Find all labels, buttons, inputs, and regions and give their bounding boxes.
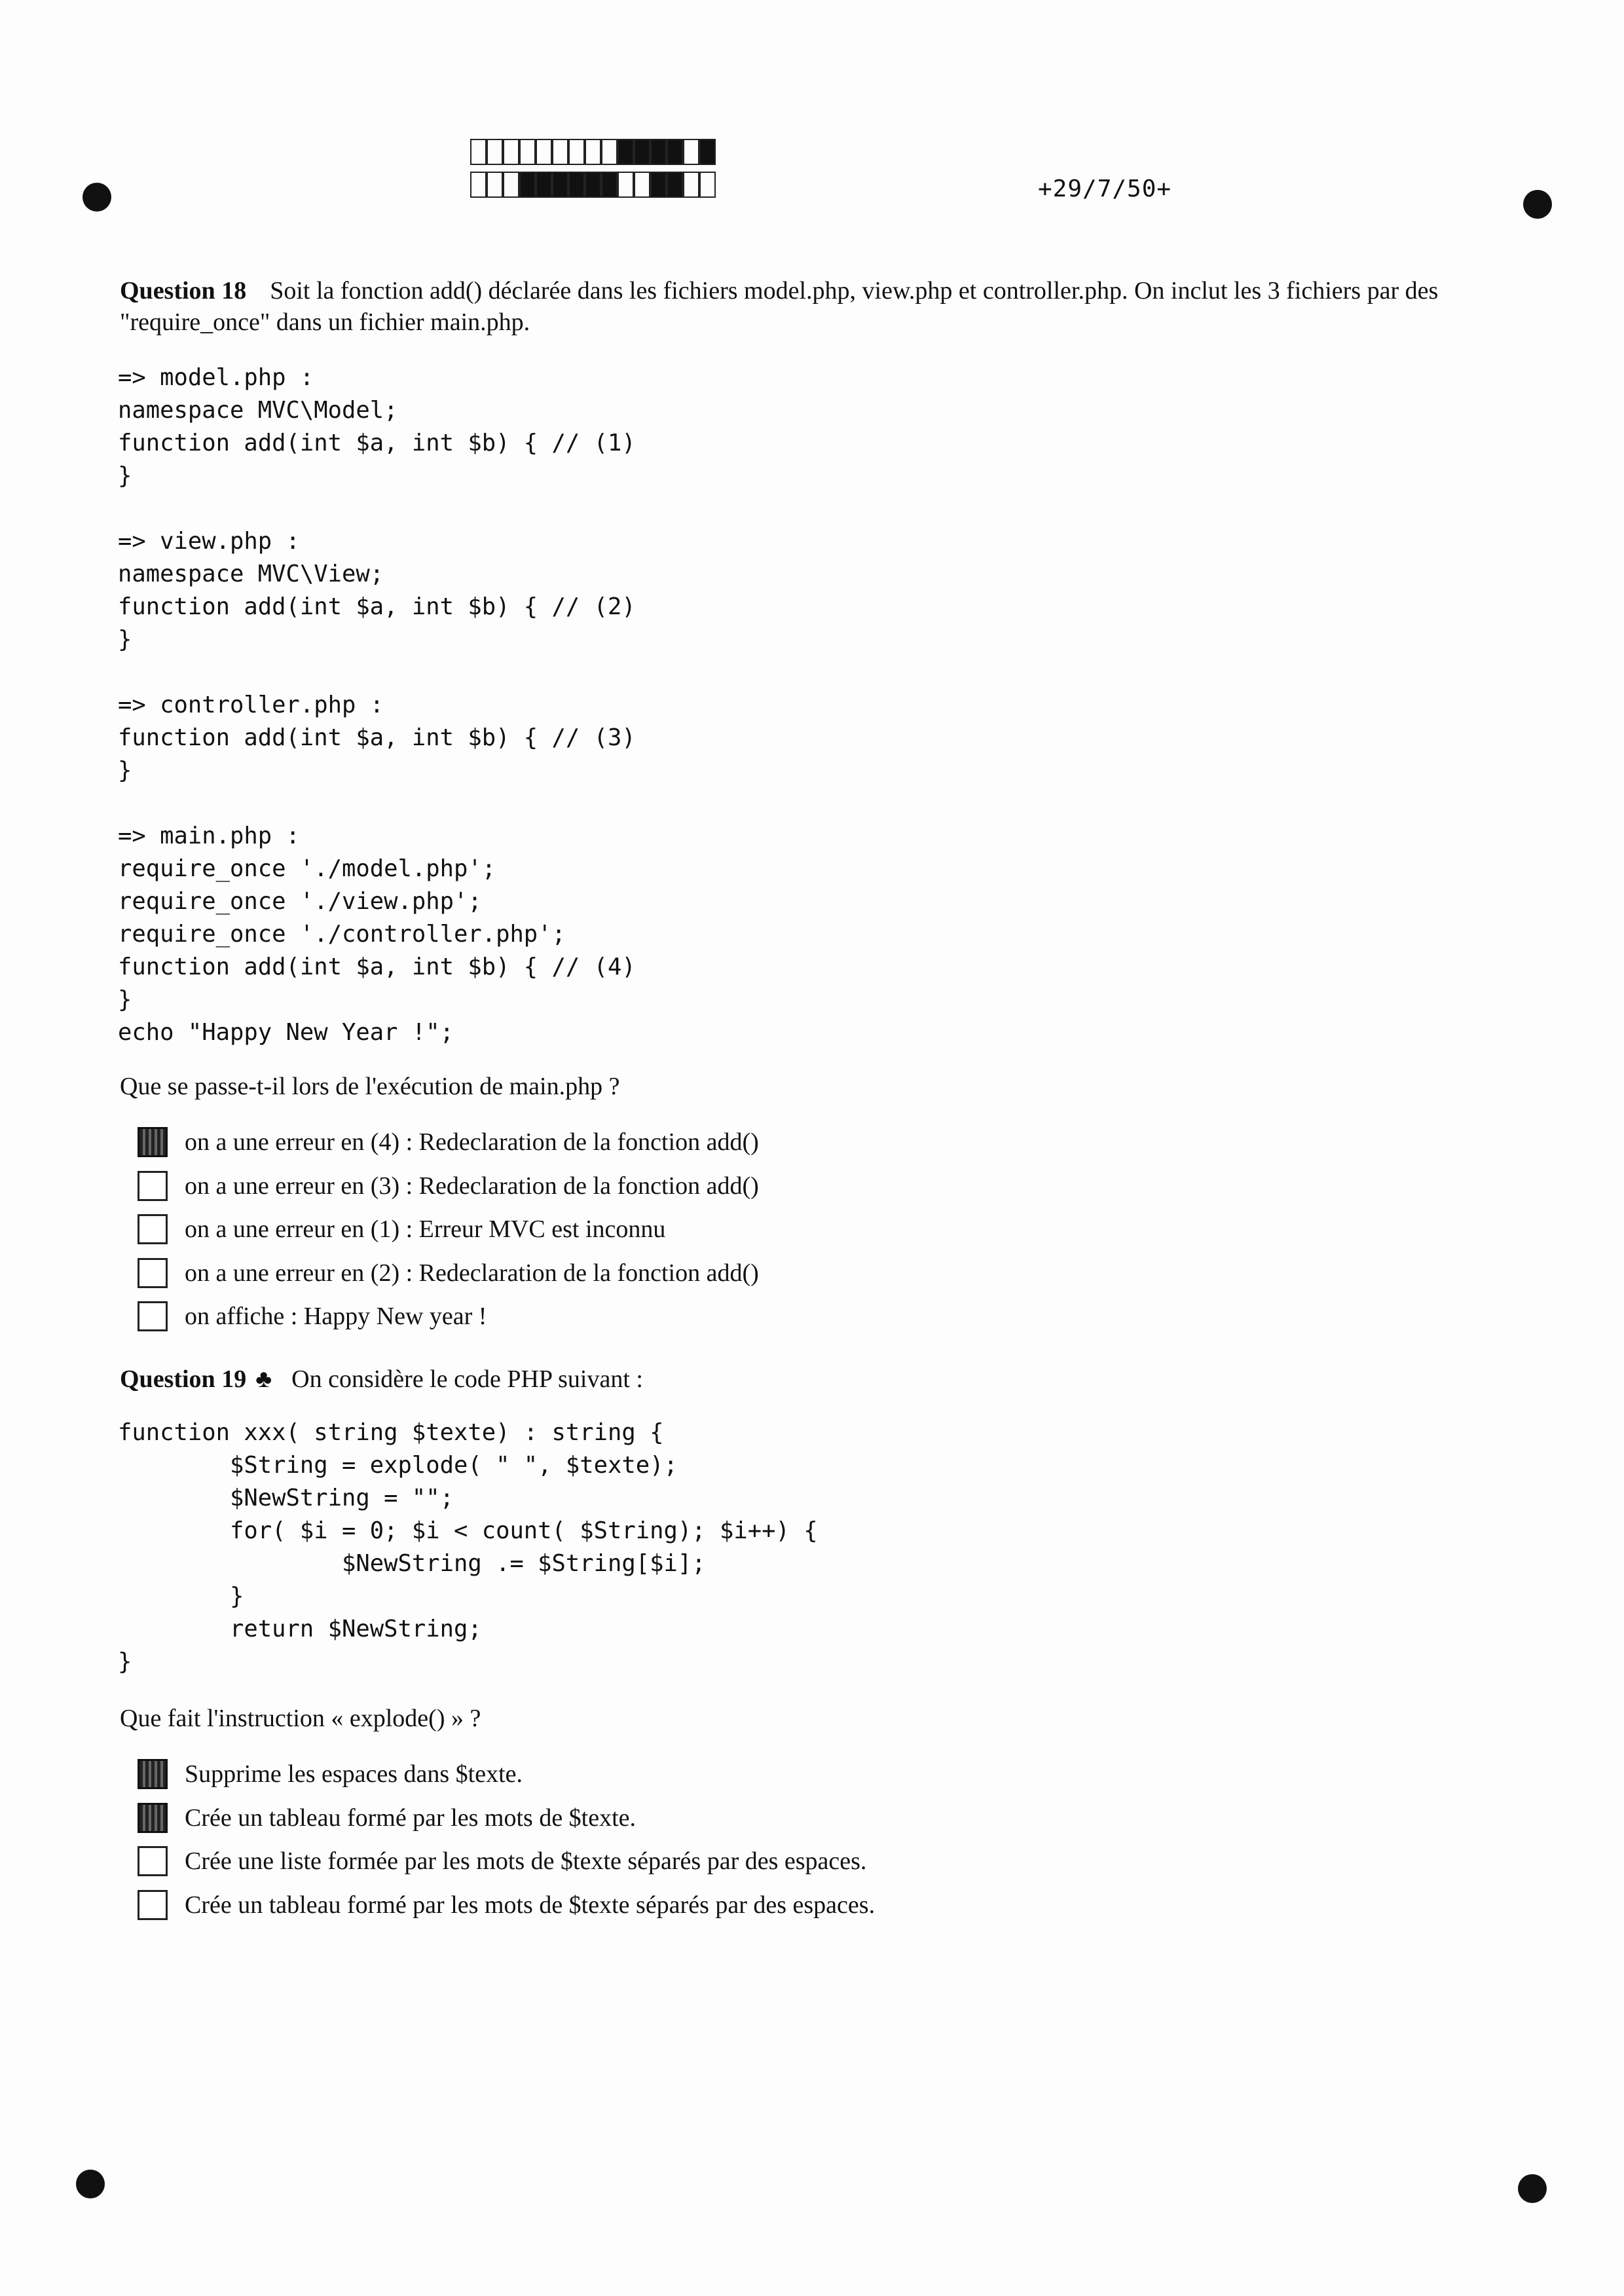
question-19-answer-option[interactable] xyxy=(138,1752,875,1796)
question-18-answer-option[interactable] xyxy=(138,1120,759,1164)
question-19-code: function xxx( string $texte) : string { $String = explode( " ", $texte); $NewString = ""; for( $i = 0; $i < count( $String); $i++) { $NewString .= $String[$i]; } return $NewString; } xyxy=(118,1419,818,1675)
barcode-cell xyxy=(601,139,618,165)
question-19-answer-option[interactable] xyxy=(138,1796,875,1840)
checked-checkbox[interactable] xyxy=(138,1127,168,1157)
checkbox[interactable] xyxy=(138,1890,168,1920)
checkbox[interactable] xyxy=(138,1846,168,1876)
question-18-prompt: Que se passe-t-il lors de l'exécution de main.php ? xyxy=(120,1073,620,1100)
answer-label: Crée un tableau formé par les mots de $texte. xyxy=(185,1804,637,1832)
barcode-cell xyxy=(519,172,536,198)
question-18-text: Soit la fonction add() déclarée dans les fichiers model.php, view.php et controller.php. On inclut les 3 fichiers par des "require_once" dans un fichier main.php. xyxy=(120,277,1439,336)
answer-label: Crée un tableau formé par les mots de $texte séparés par des espaces. xyxy=(185,1891,876,1919)
answer-label: on a une erreur en (2) : Redeclaration de la fonction add() xyxy=(185,1259,759,1287)
registration-mark-top-right xyxy=(1523,190,1552,219)
barcode-cell xyxy=(536,139,552,165)
question-19-prompt: Que fait l'instruction « explode() » ? xyxy=(120,1705,481,1732)
question-18-answer-option[interactable] xyxy=(138,1251,759,1295)
question-18-code: => model.php : namespace MVC\Model; function add(int $a, int $b) { // (1) } => view.php : namespace MVC\View; function add(int $a, int $b) { // (2) } => controller.php : function add(int $a, int $b) { // (3) } => main.php : require_once './model.php'; require_once './view.php'; require_once './controller.php'; function add(int $a, int $b) { // (4) } echo "Happy New Year !"; xyxy=(118,364,636,1046)
registration-mark-bottom-left xyxy=(76,2170,105,2198)
question-18-label: Question 18 xyxy=(120,277,247,305)
question-18-answer-option[interactable] xyxy=(138,1208,759,1251)
checked-checkbox[interactable] xyxy=(138,1803,168,1833)
barcode-cell xyxy=(470,172,487,198)
barcode-cell xyxy=(683,172,699,198)
barcode-cell xyxy=(487,139,503,165)
barcode-cell xyxy=(487,172,503,198)
answer-label: on a une erreur en (4) : Redeclaration de la fonction add() xyxy=(185,1128,759,1157)
sheet-id-code: +29/7/50+ xyxy=(1038,176,1172,202)
barcode-cell xyxy=(601,172,618,198)
barcode-cell xyxy=(699,139,716,165)
registration-mark-bottom-right xyxy=(1518,2174,1547,2203)
barcode-cell xyxy=(699,172,716,198)
barcode-cell xyxy=(667,139,683,165)
barcode-cell xyxy=(585,172,601,198)
barcode-row-bottom xyxy=(470,172,716,198)
barcode-cell xyxy=(552,139,568,165)
barcode-cell xyxy=(650,139,667,165)
question-19-answer-option[interactable] xyxy=(138,1883,875,1927)
question-19-answers xyxy=(138,1752,875,1927)
barcode-cell xyxy=(470,139,487,165)
barcode-cell xyxy=(650,172,667,198)
barcode-cell xyxy=(585,139,601,165)
question-19-label: Question 19 xyxy=(120,1365,247,1393)
answer-label: Crée une liste formée par les mots de $texte séparés par des espaces. xyxy=(185,1847,867,1876)
barcode-row-top xyxy=(470,139,716,165)
question-19-answer-option[interactable] xyxy=(138,1840,875,1883)
club-icon: ♣ xyxy=(255,1365,272,1393)
question-18-answers xyxy=(138,1120,759,1339)
barcode-cell xyxy=(536,172,552,198)
barcode-cell xyxy=(634,172,650,198)
question-18-answer-option[interactable] xyxy=(138,1164,759,1208)
answer-label: on affiche : Happy New year ! xyxy=(185,1303,487,1331)
checked-checkbox[interactable] xyxy=(138,1759,168,1789)
checkbox[interactable] xyxy=(138,1214,168,1244)
barcode-cell xyxy=(683,139,699,165)
checkbox[interactable] xyxy=(138,1301,168,1331)
registration-mark-top-left xyxy=(83,183,111,212)
answer-label: Supprime les espaces dans $texte. xyxy=(185,1760,523,1788)
question-19-heading xyxy=(120,1363,643,1395)
barcode-cell xyxy=(618,139,634,165)
question-19-text: On considère le code PHP suivant : xyxy=(291,1365,643,1393)
barcode-cell xyxy=(552,172,568,198)
answer-label: on a une erreur en (3) : Redeclaration de la fonction add() xyxy=(185,1172,759,1200)
barcode-cell xyxy=(634,139,650,165)
barcode-cell xyxy=(568,172,585,198)
question-18-answer-option[interactable] xyxy=(138,1295,759,1339)
barcode-cell xyxy=(503,139,519,165)
barcode-cell xyxy=(667,172,683,198)
barcode-cell xyxy=(618,172,634,198)
barcode-cell xyxy=(503,172,519,198)
question-18-heading xyxy=(120,275,1521,338)
checkbox[interactable] xyxy=(138,1258,168,1288)
barcode-cell xyxy=(568,139,585,165)
answer-label: on a une erreur en (1) : Erreur MVC est inconnu xyxy=(185,1215,666,1244)
barcode-cell xyxy=(519,139,536,165)
checkbox[interactable] xyxy=(138,1171,168,1201)
